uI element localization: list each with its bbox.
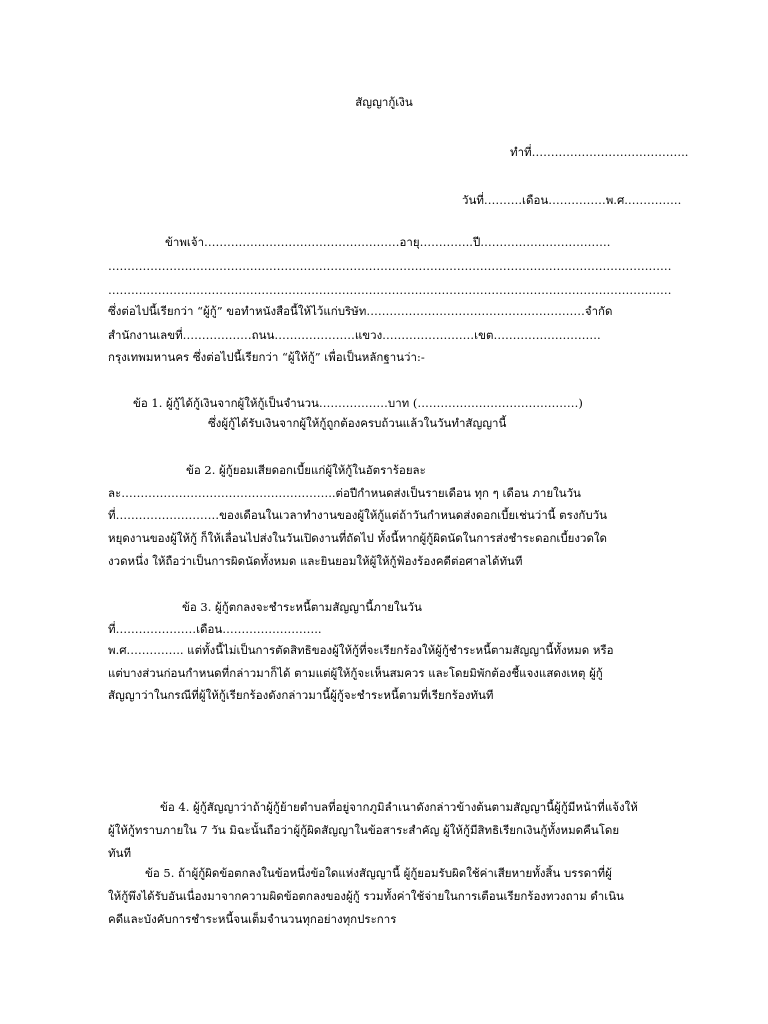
intro-line: ………………………………………………………………………………………………………………………………… <box>108 283 672 297</box>
clause-2-line: ข้อ 2. ผู้กู้ยอมเสียดอกเบี้ยแก่ผู้ให้กู้ในอัตราร้อยละ <box>186 463 426 477</box>
intro-line: ข้าพเจ้า……………………………………………อายุ…………..ปี……………………………. <box>165 235 611 249</box>
intro-line: ………………………………………………………………………………………………………………………………… <box>108 259 672 273</box>
clause-5-line: คดีและบังคับการชำระหนี้จนเต็มจำนวนทุกอย่างทุกประการ <box>108 912 397 926</box>
clause-3-line: พ.ศ.………….. แต่ทั้งนี้ไม่เป็นการตัดสิทธิของผู้ให้กู้ที่จะเรียกร้องให้ผู้กู้ชำระหนี้ตามสัญญานี้ทั้งหมด หรือ <box>108 643 614 657</box>
intro-line: กรุงเทพมหานคร ซึ่งต่อไปนี้เรียกว่า “ผู้ให้กู้” เพื่อเป็นหลักฐานว่า:- <box>108 350 425 364</box>
clause-5-line: ข้อ 5. ถ้าผู้กู้ผิดข้อตกลงในข้อหนึ่งข้อใดแห่งสัญญานี้ ผู้กู้ยอมรับผิดใช้ค่าเสียหายทั้งสิ้น บรรดาที่ผู้ <box>145 866 612 880</box>
clause-3-line: ข้อ 3. ผู้กู้ตกลงจะชำระหนี้ตามสัญญานี้ภายในวัน <box>182 600 422 614</box>
clause-2-line: งวดหนึ่ง ให้ถือว่าเป็นการผิดนัดทั้งหมด และยินยอมให้ผู้ให้กู้ฟ้องร้องคดีต่อศาลได้ทันที <box>108 554 523 568</box>
clause-4-line: ผู้ให้กู้ทราบภายใน 7 วัน มิฉะนั้นถือว่าผู้กู้ผิดสัญญาในข้อสาระสำคัญ ผู้ให้กู้มีสิทธิเรียกเงินกู้ทั้งหมดคืนโดย <box>108 823 620 837</box>
intro-line: สำนักงานเลขที่………………ถนน…………………แขวง……………………เขต………………………. <box>108 328 601 342</box>
document-title: สัญญากู้เงิน <box>355 95 413 109</box>
clause-4-line: ทันที <box>108 846 132 860</box>
clause-3-line: ที่…………………เดือน…………………….. <box>108 622 322 636</box>
clause-2-line: หยุดงานของผู้ให้กู้ ก็ให้เลื่อนไปส่งในวันเปิดงานที่ถัดไป ทั้งนี้หากผู้กู้ผิดนัดในการส่งชำระดอกเบี้ยงวดใด <box>108 531 608 545</box>
clause-4-line: ข้อ 4. ผู้กู้สัญญาว่าถ้าผู้กู้ย้ายตำบลที่อยู่จากภูมิลำเนาดังกล่าวข้างต้นตามสัญญานี้ผู้กู้มีหน้าที่แจ้งให้ <box>160 800 638 814</box>
intro-line: ซึ่งต่อไปนี้เรียกว่า “ผู้กู้” ขอทำหนังสือนี้ให้ไว้แก่บริษัท…………………………………………………จำกัด <box>108 304 613 318</box>
clause-2-line: ละ………………………………………………..ต่อปีกำหนดส่งเป็นรายเดือน ทุก ๆ เดือน ภายในวัน <box>108 486 581 500</box>
clause-3-line: แต่บางส่วนก่อนกำหนดที่กล่าวมาก็ได้ ตามแต่ผู้ให้กู้จะเห็นสมควร และโดยมิพักต้องชี้แจงแสดงเหตุ ผู้กู้ <box>108 666 603 680</box>
clause-2-line: ที่………………………ของเดือนในเวลาทำงานของผู้ให้กู้แต่ถ้าวันกำหนดส่งดอกเบี้ยเช่นว่านี้ ตรงกับวัน <box>108 508 608 522</box>
made-at-line: ทำที่………………………………….. <box>510 145 689 159</box>
clause-1-line: ข้อ 1. ผู้กู้ได้กู้เงินจากผู้ให้กู้เป็นจำนวน………………บาท (……………………………………) <box>133 396 583 410</box>
date-line: วันที่……….เดือน……………พ.ศ.………….. <box>462 193 682 207</box>
clause-5-line: ให้กู้พึงได้รับอันเนื่องมาจากความผิดข้อตกลงของผู้กู้ รวมทั้งค่าใช้จ่ายในการเตือนเรียกร้องทวงถาม ดำเนิน <box>108 889 624 903</box>
clause-1-line: ซึ่งผู้กู้ได้รับเงินจากผู้ให้กู้ถูกต้องครบถ้วนแล้วในวันทำสัญญานี้ <box>208 416 507 430</box>
clause-3-line: สัญญาว่าในกรณีที่ผู้ให้กู้เรียกร้องดังกล่าวมานี้ผู้กู้จะชำระหนี้ตามที่เรียกร้องทันที <box>108 688 494 702</box>
